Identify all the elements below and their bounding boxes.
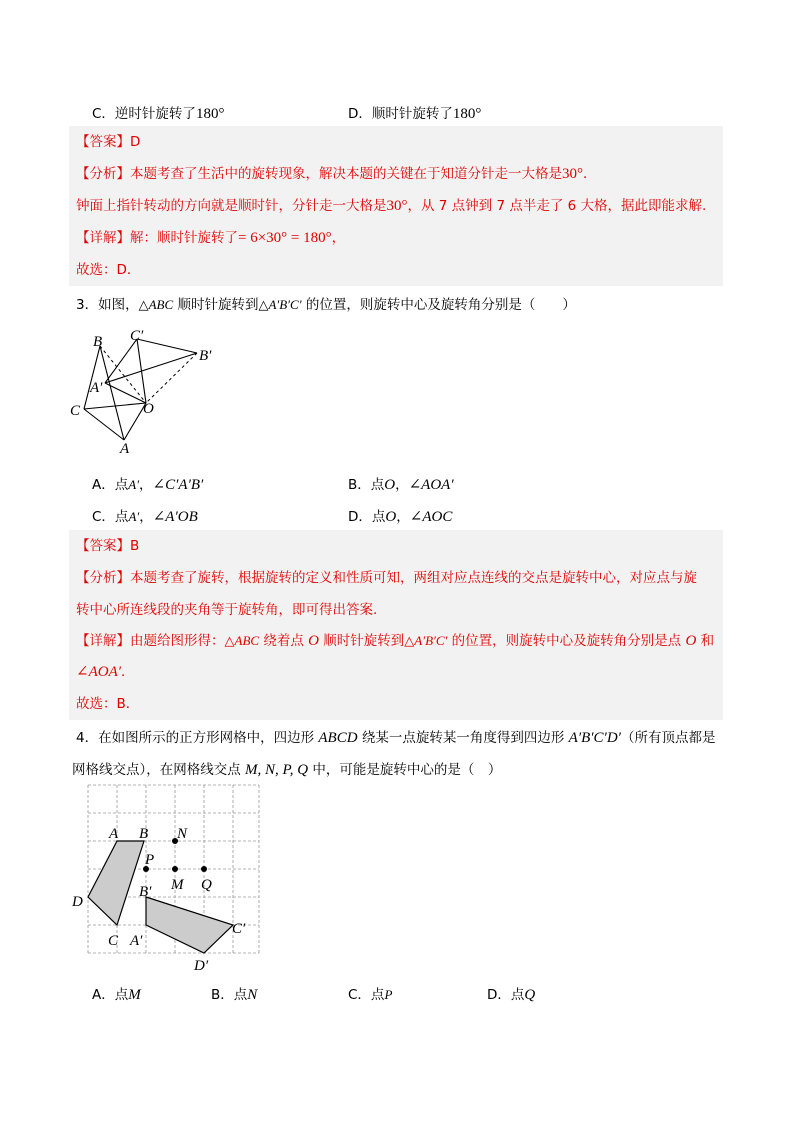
q3-detail-d: 的位置，则旋转中心及旋转角分别是点 — [447, 633, 686, 649]
q4-quad-a1b1c1d1 — [146, 897, 233, 953]
q2-analysis-end1: ． — [583, 166, 597, 182]
q4-stem-line2 — [72, 758, 501, 779]
q2-option-d-label: D．顺时针旋转了 — [348, 106, 453, 122]
q4-option-c-label: C．点 — [348, 987, 385, 1003]
q3-answer — [76, 536, 139, 556]
q4-label-m: M — [171, 877, 184, 893]
q3-option-b-sep: ， — [395, 477, 409, 493]
q3-detail-e: 和 — [696, 633, 715, 649]
q3-option-a-m1: A′ — [128, 477, 140, 492]
q3-option-a-m2: ∠C′A′B′ — [152, 477, 204, 493]
q3-label-b1: B′ — [199, 348, 212, 364]
q3-option-c-sep: ， — [139, 509, 153, 525]
q2-detail-end: ， — [331, 230, 346, 246]
q4-option-d-label: D．点 — [487, 987, 525, 1003]
q3-option-b-label: B．点 — [348, 477, 385, 493]
q3-stem-suffix: 的位置，则旋转中心及旋转角分别是（ ） — [301, 297, 576, 313]
q3-edge-c1a1 — [105, 339, 137, 383]
q4-line1-m1: ABCD — [318, 730, 358, 746]
q4-label-n: N — [177, 826, 188, 842]
q2-choose: 故选：D． — [76, 262, 141, 278]
q4-line1-m2: A′B′C′D′ — [568, 730, 621, 746]
q3-detail-line1 — [76, 631, 714, 651]
q4-option-a-m: M — [128, 987, 141, 1003]
q4-grid-figure — [66, 780, 266, 975]
q4-point-m — [172, 866, 178, 872]
q2-analysis-line2 — [76, 196, 706, 216]
q3-edge-b1c1 — [137, 339, 197, 353]
q4-label-q: Q — [201, 877, 212, 893]
q3-detail-a: 由题给图形得： — [130, 633, 225, 649]
q3-analysis-line2: 转中心所连线段的夹角等于旋转角，即可得出答案. — [76, 602, 378, 618]
q4-option-b — [211, 983, 257, 1004]
q3-option-a-label: A．点 — [92, 477, 129, 493]
q2-detail-math: = 6×30° = 180° — [238, 230, 332, 246]
q4-quad-abcd — [88, 841, 144, 925]
q4-line2-b: 中，可能是旋转中心的是（ ） — [308, 762, 502, 778]
q4-option-c — [348, 983, 392, 1003]
q2-option-c-label: C．逆时针旋转了 — [92, 106, 196, 122]
q4-line1-a: 4．在如图所示的正方形网格中，四边形 — [76, 730, 319, 746]
q3-detail-tag: 【详解】 — [76, 633, 130, 649]
q4-option-b-label: B．点 — [211, 987, 248, 1003]
q4-point-q — [201, 866, 207, 872]
q3-detail-tri1: △ABC — [224, 633, 260, 648]
q3-label-a1: A′ — [90, 380, 103, 396]
q3-detail-o2: O — [685, 633, 697, 649]
q3-detail-f: ． — [121, 664, 135, 680]
q3-option-d-sep: ， — [396, 509, 410, 525]
q4-stem-line1 — [76, 726, 715, 747]
q3-edge-a1b1 — [105, 353, 197, 383]
q4-line1-b: 绕某一点旋转某一角度得到四边形 — [357, 730, 569, 746]
q3-line-a1o — [105, 383, 146, 403]
q2-analysis-text2a: 钟面上指针转动的方向就是顺时针，分针走一大格是 — [76, 198, 387, 214]
q3-stem-prefix: 3．如图， — [76, 297, 139, 313]
q3-option-c — [92, 505, 198, 526]
q3-edge-ca — [84, 409, 124, 440]
q4-label-b1: B′ — [139, 884, 152, 900]
q3-label-o: O — [143, 401, 154, 417]
q3-stem-tri2: △A′B′C′ — [258, 297, 302, 312]
q2-analysis-tag: 【分析】 — [76, 166, 130, 182]
q3-detail-o1: O — [308, 633, 319, 649]
q2-analysis-text2b: ，从 7 点钟到 7 点半走了 6 大格，据此即能求解. — [407, 198, 707, 214]
q3-detail-line2 — [76, 662, 135, 682]
q3-option-d-m2: ∠AOC — [409, 509, 453, 525]
q2-option-d — [348, 102, 481, 123]
q3-analysis-tag: 【分析】 — [76, 570, 130, 586]
q3-stem — [76, 293, 576, 313]
q4-label-c: C — [108, 933, 119, 949]
q2-option-c-value: 180° — [195, 106, 225, 122]
q2-detail-text: 解：顺时针旋转了 — [130, 230, 238, 246]
q4-label-c1: C′ — [232, 921, 246, 937]
q3-option-d-m1: O — [385, 509, 397, 525]
q3-label-c1: C′ — [130, 328, 144, 344]
q4-option-a — [92, 983, 141, 1004]
q2-answer-tag: 【答案】 — [76, 134, 130, 150]
q3-option-b — [348, 473, 454, 494]
q3-label-c: C — [70, 403, 81, 419]
q2-analysis-math1: 30° — [562, 166, 583, 182]
q3-rotation-figure — [66, 322, 226, 457]
q4-option-c-m: P — [384, 987, 393, 1002]
q3-option-c-m2: ∠A′OB — [152, 509, 198, 525]
q3-option-d-label: D．点 — [348, 509, 386, 525]
q3-option-c-label: C．点 — [92, 509, 129, 525]
q4-option-d-m: Q — [524, 987, 536, 1003]
q3-detail-b: 绕着点 — [259, 633, 309, 649]
q3-detail-angle: ∠AOA′ — [76, 664, 122, 680]
q3-label-b: B — [93, 334, 103, 350]
q2-detail-tag: 【详解】 — [76, 230, 130, 246]
q3-detail-c: 顺时针旋转到 — [319, 633, 405, 649]
q2-answer-text: D — [130, 134, 141, 150]
q2-answer — [76, 132, 140, 152]
q2-solution-box — [69, 126, 723, 286]
q3-analysis-text1: 本题考查了旋转，根据旋转的定义和性质可知，两组对应点连线的交点是旋转中心，对应点与旋 — [130, 570, 697, 586]
q3-option-c-m1: A′ — [128, 509, 140, 524]
q3-detail-tri2: △A′B′C′ — [404, 633, 448, 648]
q2-analysis-text1: 本题考查了生活中的旋转现象，解决本题的关键在于知道分针走一大格是 — [130, 166, 562, 182]
q3-option-a-sep: ， — [139, 477, 153, 493]
q3-option-b-m2: ∠AOA′ — [408, 477, 454, 493]
q2-detail — [76, 228, 345, 248]
q3-stem-tri1: △ABC — [138, 297, 174, 312]
q3-edge-bc — [84, 346, 100, 409]
q4-option-d — [487, 983, 535, 1004]
q4-option-b-m: N — [247, 987, 258, 1003]
q4-option-a-label: A．点 — [92, 987, 129, 1003]
q3-answer-tag: 【答案】 — [76, 538, 130, 554]
q4-line2-m: M, N, P, Q — [245, 762, 309, 778]
q4-label-a1: A′ — [130, 933, 143, 949]
q2-analysis-line1 — [76, 164, 597, 184]
q4-label-p: P — [145, 852, 155, 868]
q4-label-d1: D′ — [194, 958, 209, 974]
q2-analysis-math2: 30° — [386, 198, 408, 214]
q3-solution-box — [69, 530, 723, 720]
q3-option-d — [348, 505, 452, 526]
q4-label-d: D — [72, 894, 83, 910]
q4-line2-a: 网格线交点），在网格线交点 — [72, 762, 246, 778]
q3-option-a — [92, 473, 203, 494]
q4-label-a: A — [109, 826, 119, 842]
q3-analysis-line1 — [76, 568, 697, 588]
q3-option-b-m1: O — [384, 477, 396, 493]
q4-line1-c: （所有顶点都是 — [620, 730, 716, 746]
q4-label-b: B — [139, 826, 149, 842]
q3-answer-text: B — [130, 538, 140, 554]
q3-stem-mid: 顺时针旋转到 — [173, 297, 259, 313]
q3-dashed-b1o — [146, 353, 197, 403]
q2-option-c — [92, 102, 224, 123]
q2-option-d-value: 180° — [452, 106, 482, 122]
q3-choose: 故选：B． — [76, 696, 140, 712]
q3-label-a: A — [120, 441, 130, 457]
